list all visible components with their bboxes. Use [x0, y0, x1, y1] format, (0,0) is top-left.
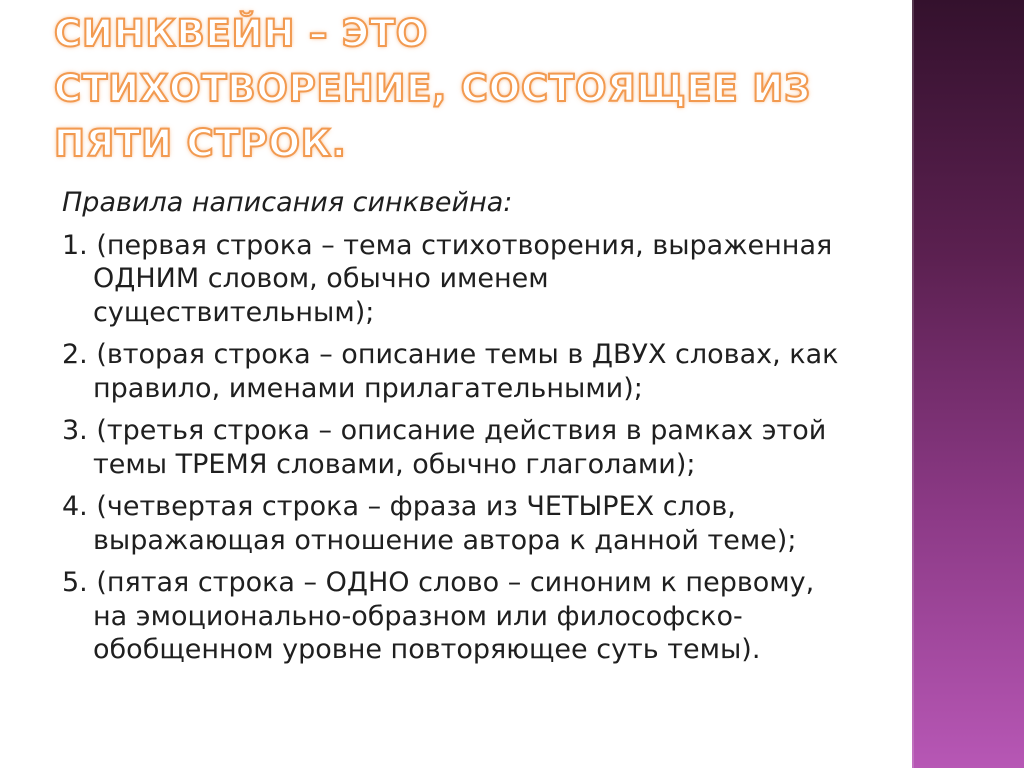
rule-item-1 — [62, 229, 838, 330]
rule-line: правило, именами прилагательными); — [93, 372, 643, 404]
rule-line: ОДНИМ словом, обычно именем — [93, 263, 549, 294]
rule-item-5 — [62, 566, 838, 667]
rule-line: 2. (вторая строка – описание темы в ДВУХ словах, как — [62, 339, 839, 370]
rule-item-3 — [62, 414, 838, 481]
rule-line: обобщенном уровне повторяющее суть темы). — [93, 634, 761, 665]
rule-line: темы ТРЕМЯ словами, обычно глаголами); — [93, 448, 696, 480]
rule-line: 5. (пятая строка – ОДНО слово – синоним к первому, — [62, 567, 815, 598]
rule-line: на эмоционально-образном или философско- — [93, 600, 743, 632]
rule-line: 1. (первая строка – тема стихотворения, выраженная — [62, 229, 833, 261]
rule-line: существительным); — [93, 296, 375, 328]
slide-title-line: ПЯТИ СТРОК. — [54, 122, 347, 165]
rule-item-4 — [62, 490, 838, 557]
slide-title — [54, 6, 811, 171]
side-band-edge — [912, 0, 914, 768]
rule-line: выражающая отношение автора к данной теме); — [93, 524, 797, 556]
decorative-side-band — [912, 0, 1024, 768]
rule-item-2 — [62, 338, 838, 405]
rule-line: 4. (четвертая строка – фраза из ЧЕТЫРЕХ слов, — [62, 491, 736, 522]
rules-heading: Правила написания синквейна: — [62, 187, 513, 218]
rules-body — [62, 186, 838, 667]
rule-line: 3. (третья строка – описание действия в рамках этой — [62, 415, 827, 446]
slide-title-line: СИНКВЕЙН – ЭТО — [54, 12, 429, 55]
slide-title-line: СТИХОТВОРЕНИЕ, СОСТОЯЩЕЕ ИЗ — [54, 67, 812, 110]
